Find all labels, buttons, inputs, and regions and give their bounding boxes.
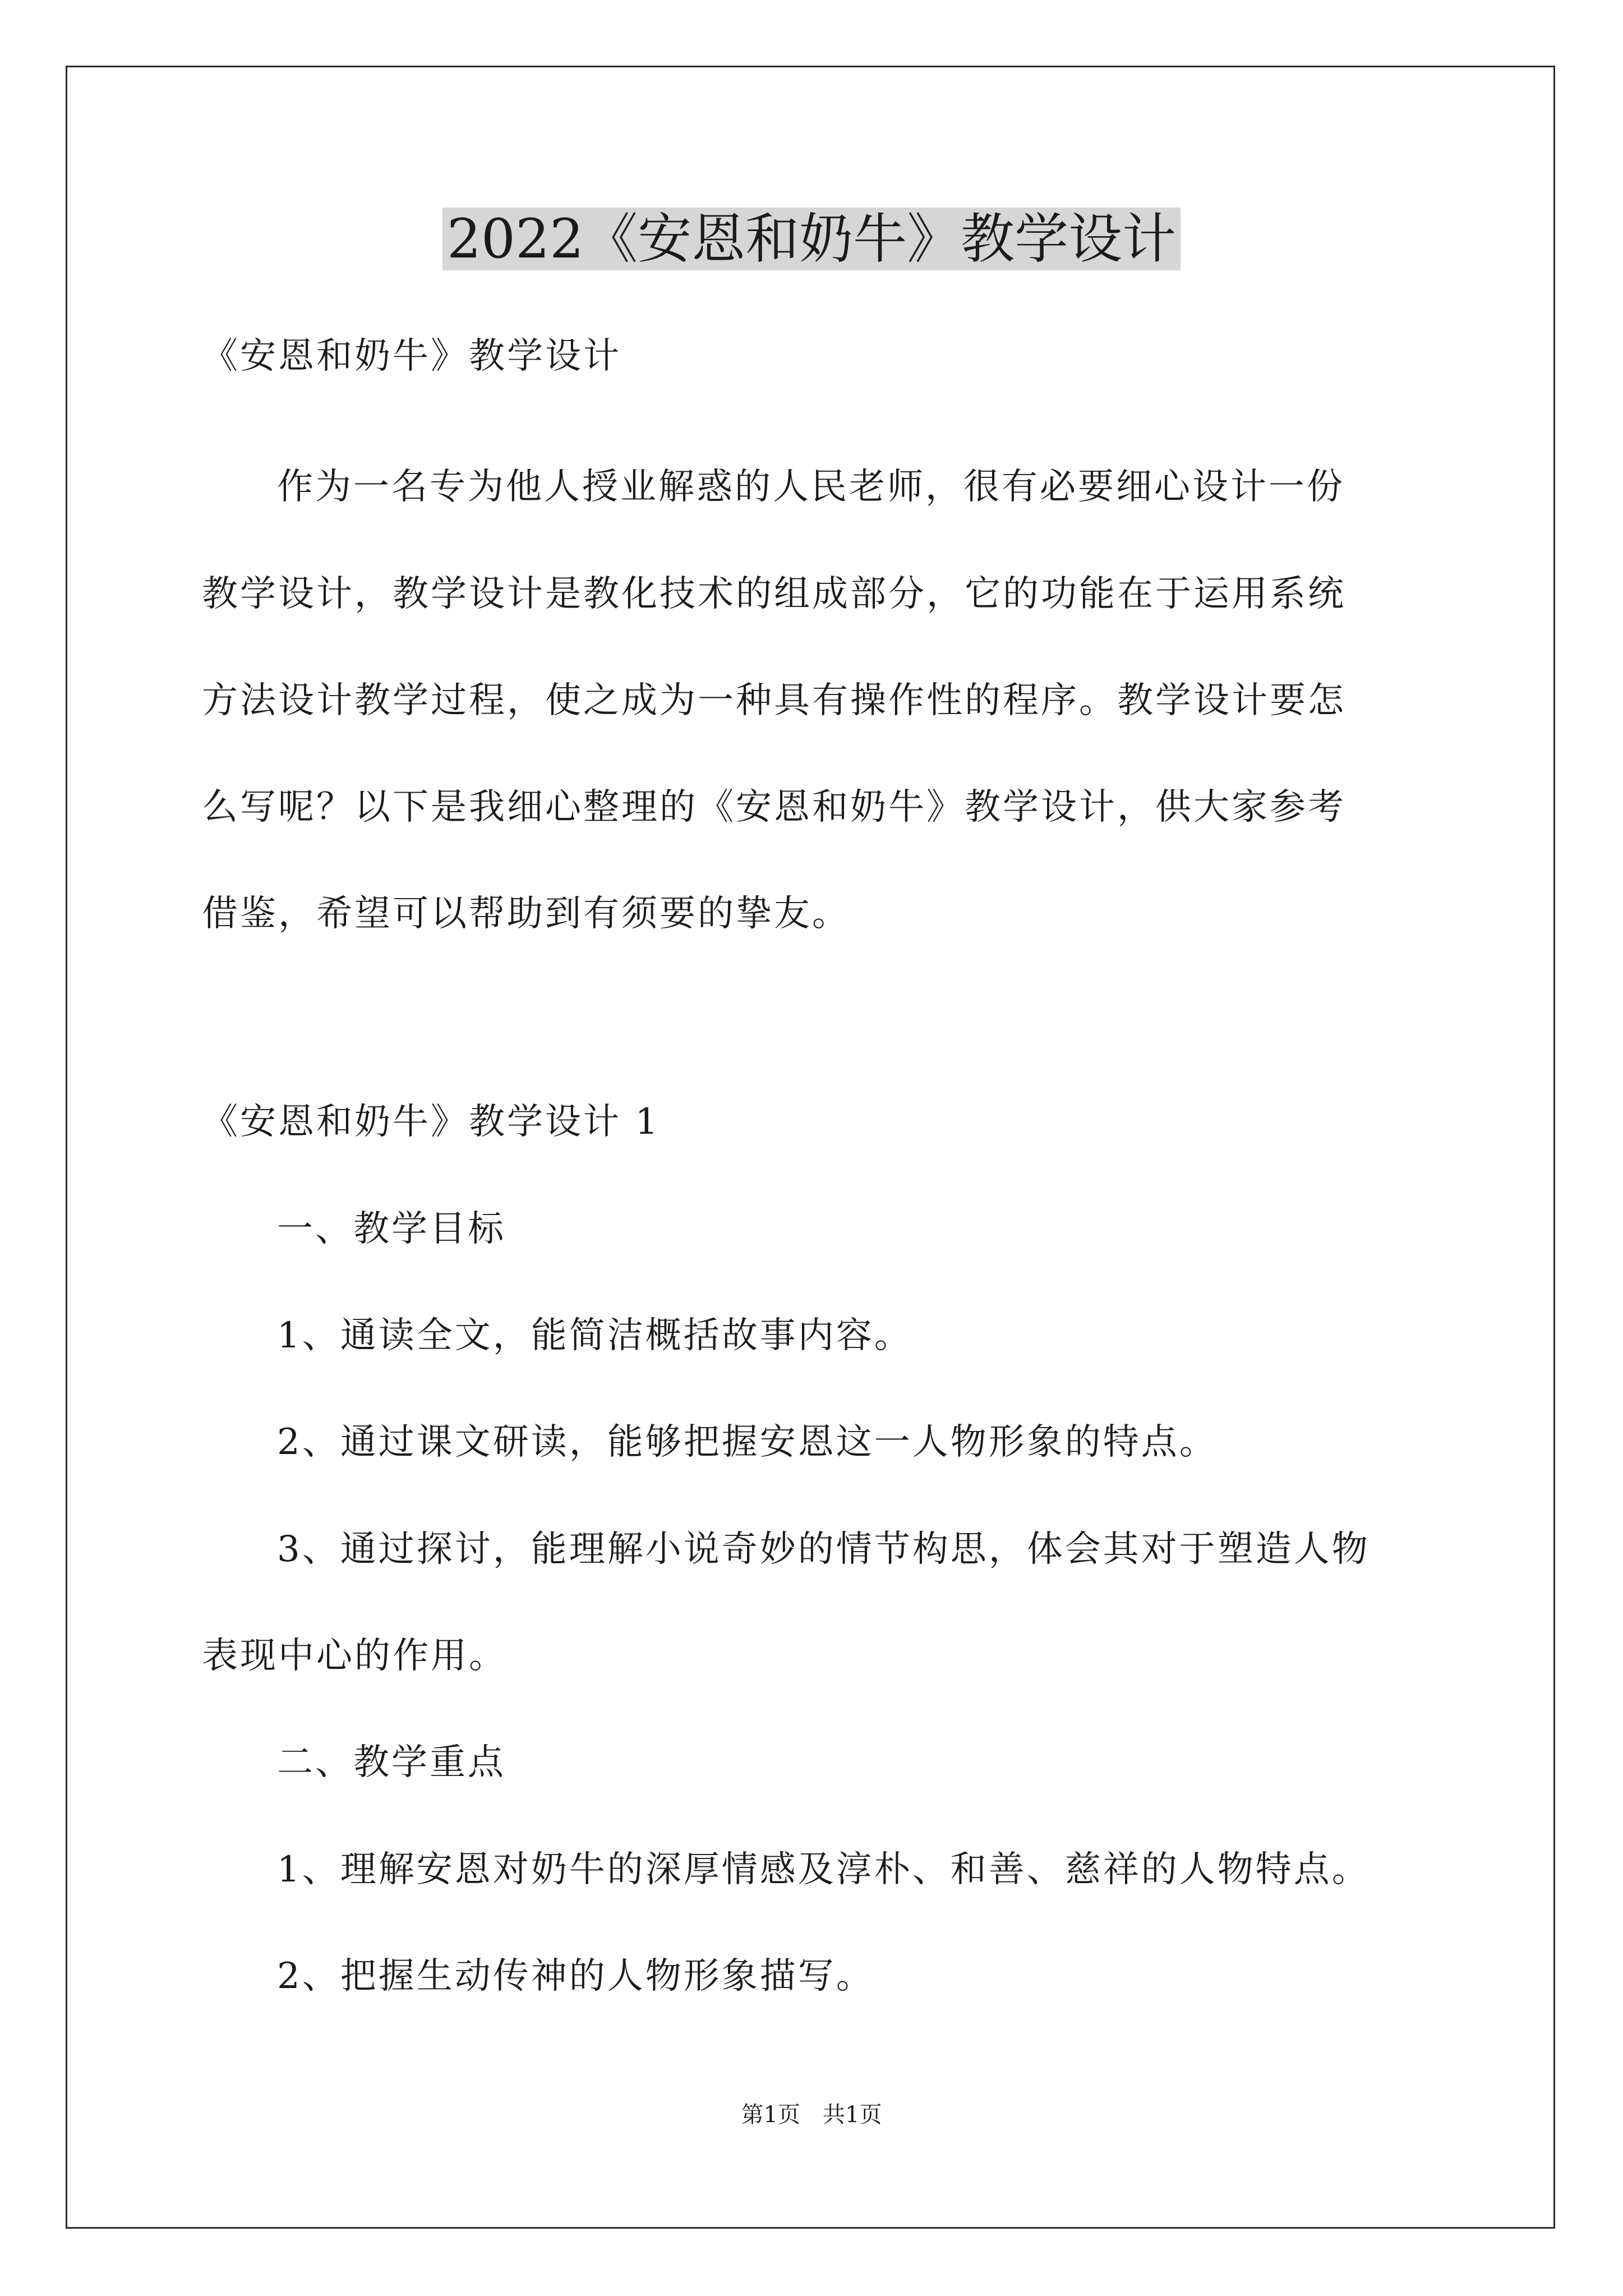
document-title-text: 2022《安恩和奶牛》教学设计: [442, 208, 1181, 270]
document-subtitle: 《安恩和奶牛》教学设计: [202, 335, 621, 377]
intro-line-3: 方法设计教学过程，使之成为一种具有操作性的程序。教学设计要怎: [202, 680, 1346, 721]
section-heading: 《安恩和奶牛》教学设计 1: [202, 1101, 661, 1143]
body-line-7: 1、理解安恩对奶牛的深厚情感及淳朴、和善、慈祥的人物特点。: [277, 1849, 1370, 1890]
page-border: [66, 66, 1555, 2229]
body-line-5: 表现中心的作用。: [202, 1635, 507, 1677]
page-footer: 第1页 共1页: [741, 2102, 882, 2128]
body-line-2: 1、通读全文，能简洁概括故事内容。: [277, 1315, 912, 1356]
body-line-1: 一、教学目标: [277, 1208, 506, 1250]
body-line-4: 3、通过探讨，能理解小说奇妙的情节构思，体会其对于塑造人物: [277, 1529, 1370, 1570]
intro-line-1: 作为一名专为他人授业解惑的人民老师，很有必要细心设计一份: [277, 466, 1345, 508]
document-title: [0, 200, 1623, 278]
body-line-8: 2、把握生动传神的人物形象描写。: [277, 1955, 874, 1997]
body-line-3: 2、通过课文研读，能够把握安恩这一人物形象的特点。: [277, 1421, 1218, 1463]
intro-line-4: 么写呢？以下是我细心整理的《安恩和奶牛》教学设计，供大家参考: [202, 786, 1346, 828]
body-line-6: 二、教学重点: [277, 1742, 506, 1783]
intro-line-5: 借鉴，希望可以帮助到有须要的挚友。: [202, 893, 850, 935]
intro-line-2: 教学设计，教学设计是教化技术的组成部分，它的功能在于运用系统: [202, 573, 1346, 615]
